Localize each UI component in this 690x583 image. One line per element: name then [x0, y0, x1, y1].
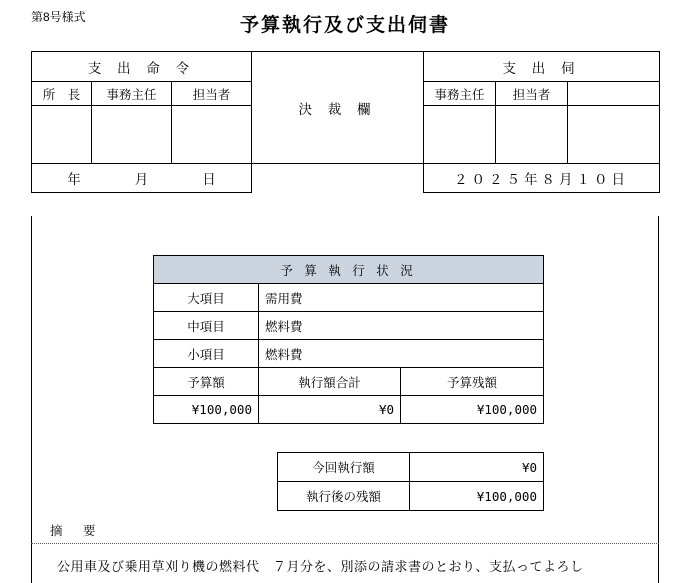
order-date-field[interactable]: 年 月 日	[32, 164, 252, 193]
budget-remaining-header: 予算残額	[401, 368, 544, 396]
table-row	[278, 482, 544, 511]
summary-divider	[31, 543, 659, 544]
budget-middle-value[interactable]: 燃料費	[259, 312, 544, 340]
stamp-box-chief[interactable]	[32, 106, 92, 164]
table-row	[154, 396, 544, 424]
stamp-box-clerk-request[interactable]	[424, 106, 496, 164]
budget-minor-value[interactable]: 燃料費	[259, 340, 544, 368]
col-clerk-request: 事務主任	[424, 82, 496, 106]
stamp-box-staff-request[interactable]	[496, 106, 568, 164]
table-row	[154, 312, 544, 340]
remaining-after-label: 執行後の残額	[278, 482, 410, 511]
budget-major-label: 大項目	[154, 284, 259, 312]
table-row	[32, 164, 660, 193]
col-staff-request: 担当者	[496, 82, 568, 106]
budget-status-table	[153, 255, 544, 424]
page-frame-left-edge	[31, 216, 32, 583]
remaining-after-value: ¥100,000	[410, 482, 544, 511]
stamp-box-staff-order[interactable]	[172, 106, 252, 164]
budget-amount-header: 予算額	[154, 368, 259, 396]
page-title: 予算執行及び支出伺書	[239, 15, 450, 36]
execution-amount-table	[277, 452, 544, 511]
request-date-field[interactable]: ２０２５年８月１０日	[424, 164, 660, 193]
col-extra-request	[568, 82, 660, 106]
form-code: 第8号様式	[31, 10, 86, 24]
budget-amount-value: ¥100,000	[154, 396, 259, 424]
current-execution-value[interactable]: ¥0	[410, 453, 544, 482]
table-row	[154, 256, 544, 284]
table-row	[154, 284, 544, 312]
budget-remaining-value: ¥100,000	[401, 396, 544, 424]
stamp-box-extra-request[interactable]	[568, 106, 660, 164]
approval-spacer	[252, 164, 424, 193]
col-staff-order: 担当者	[172, 82, 252, 106]
payment-request-header: 支 出 伺	[424, 52, 660, 82]
executed-total-header: 執行額合計	[259, 368, 401, 396]
approval-header: 決 裁 欄	[298, 101, 377, 117]
table-row	[154, 368, 544, 396]
budget-middle-label: 中項目	[154, 312, 259, 340]
summary-label: 摘 要	[50, 524, 100, 538]
table-row	[278, 453, 544, 482]
executed-total-value: ¥0	[259, 396, 401, 424]
summary-text[interactable]: 公用車及び乗用草刈り機の燃料代 ７月分を、別添の請求書のとおり、支払ってよろし	[57, 559, 584, 574]
budget-minor-label: 小項目	[154, 340, 259, 368]
payment-order-header: 支 出 命 令	[32, 52, 252, 82]
approval-table	[31, 51, 660, 193]
approval-column	[252, 52, 424, 164]
col-chief: 所 長	[32, 82, 92, 106]
table-row	[32, 52, 660, 82]
col-clerk-order: 事務主任	[92, 82, 172, 106]
page-frame-right-edge	[658, 216, 659, 583]
stamp-box-clerk-order[interactable]	[92, 106, 172, 164]
current-execution-label: 今回執行額	[278, 453, 410, 482]
table-row	[154, 340, 544, 368]
budget-major-value[interactable]: 需用費	[259, 284, 544, 312]
budget-status-heading: 予 算 執 行 状 況	[154, 256, 544, 284]
